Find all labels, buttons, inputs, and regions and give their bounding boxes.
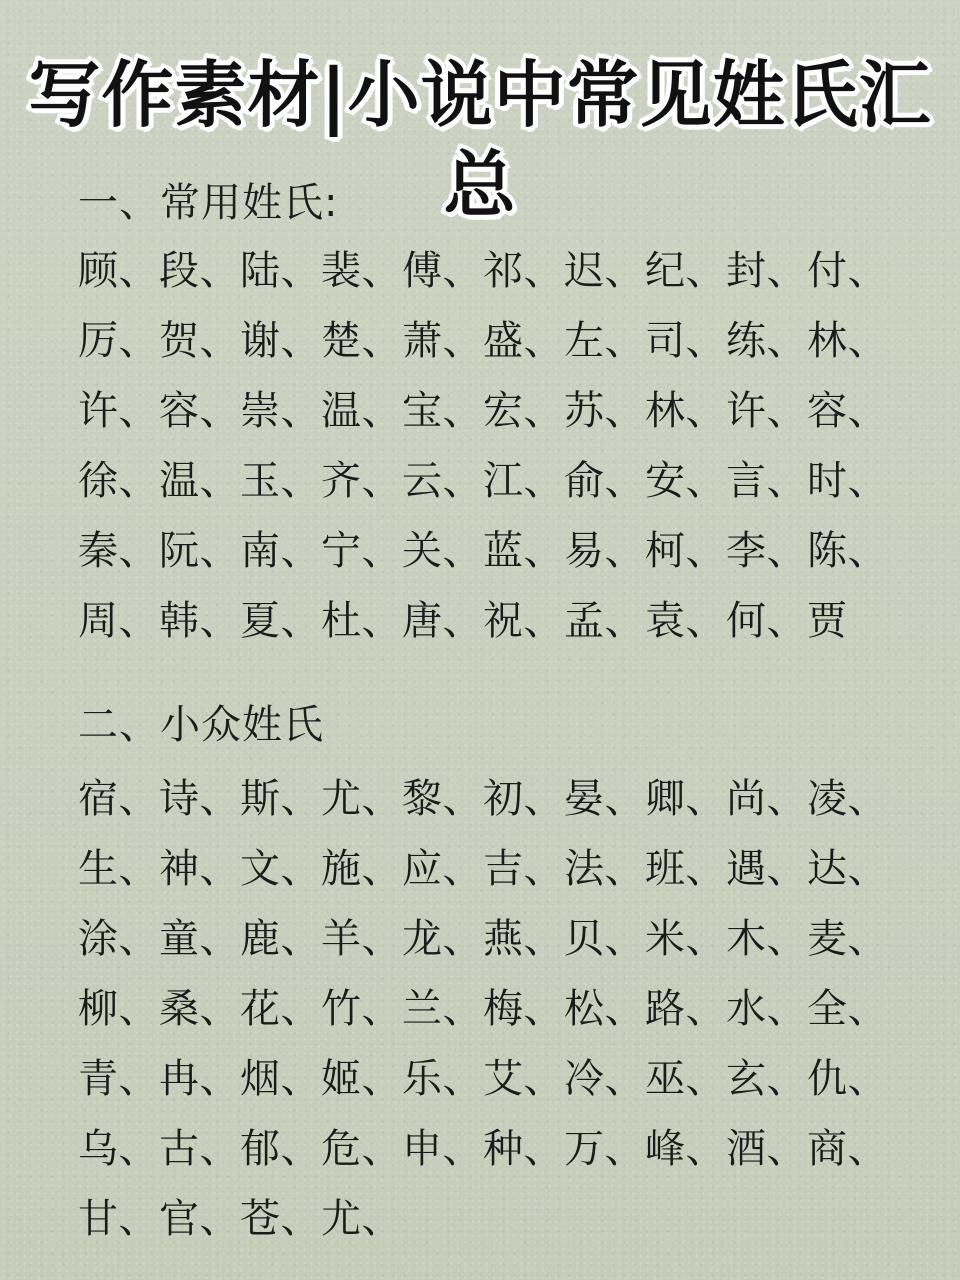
surname-row: 柳、桑、花、竹、兰、梅、松、路、水、全、 [78,986,888,1032]
surname-row: 乌、古、郁、危、申、种、万、峰、酒、商、 [78,1126,888,1172]
surname-row: 宿、诗、斯、尤、黎、初、晏、卿、尚、凌、 [78,776,888,822]
surname-row: 徐、温、玉、齐、云、江、俞、安、言、时、 [78,458,888,504]
section-heading-common-surnames: 一、常用姓氏: [78,180,339,226]
section-heading-rare-surnames: 二、小众姓氏 [78,702,324,748]
surname-row: 生、神、文、施、应、吉、法、班、遇、达、 [78,846,888,892]
surname-row: 青、冉、烟、姬、乐、艾、冷、巫、玄、仇、 [78,1056,888,1102]
surname-row: 涂、童、鹿、羊、龙、燕、贝、米、木、麦、 [78,916,888,962]
common-surnames-list [78,236,898,656]
surname-row: 厉、贺、谢、楚、萧、盛、左、司、练、林、 [78,318,888,364]
surname-row: 许、容、崇、温、宝、宏、苏、林、许、容、 [78,388,888,434]
page-title: 写作素材|小说中常见姓氏汇总 [28,53,932,227]
surname-row: 顾、段、陆、裴、傅、祁、迟、纪、封、付、 [78,248,888,294]
surname-row: 周、韩、夏、杜、唐、祝、孟、袁、何、贾 [78,598,848,644]
surname-row: 秦、阮、南、宁、关、蓝、易、柯、李、陈、 [78,528,888,574]
rare-surnames-list [78,764,898,1254]
surname-row: 甘、官、苍、尤、 [78,1196,402,1242]
